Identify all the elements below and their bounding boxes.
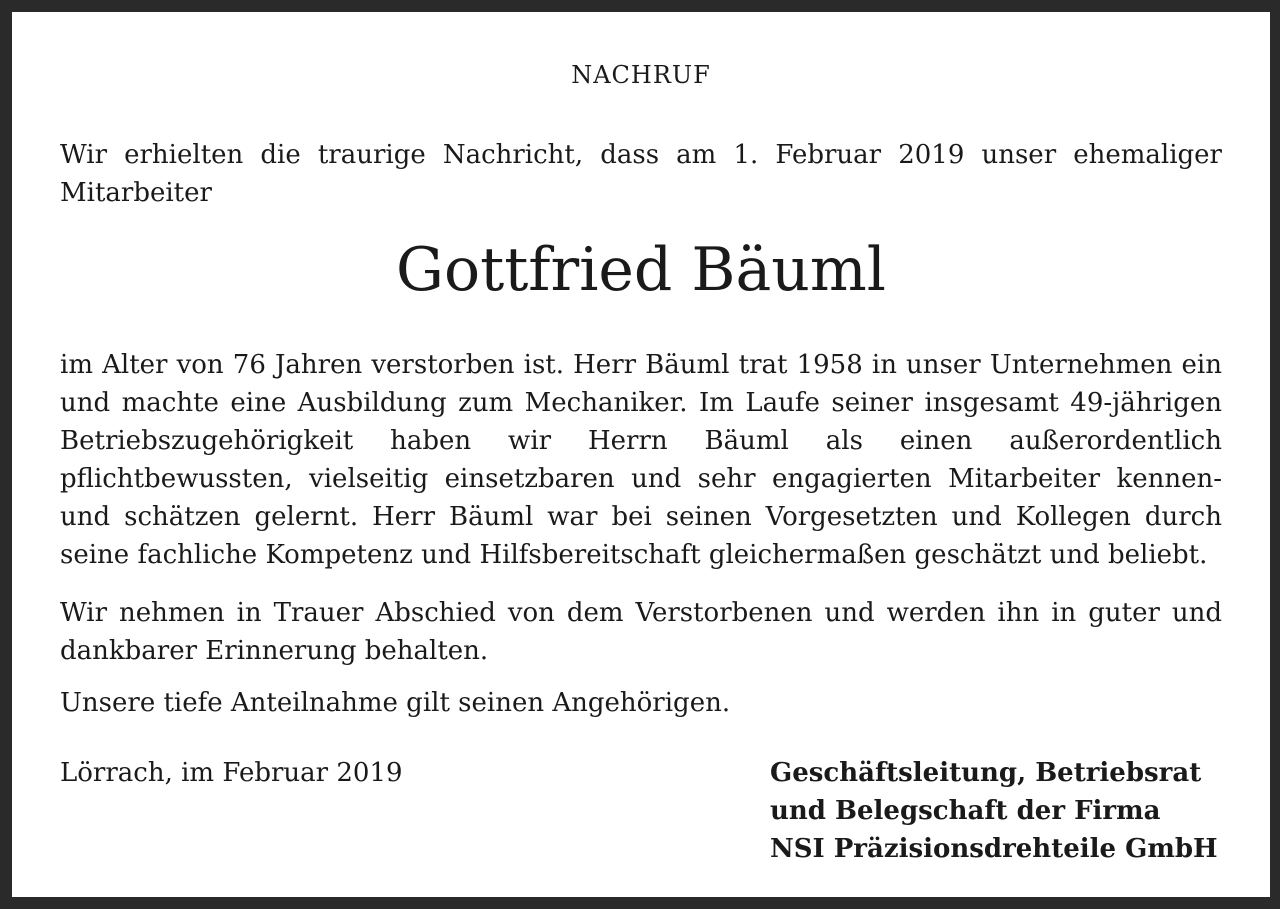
body-paragraph: im Alter von 76 Jahren verstorben ist. Herr Bäuml trat 1958 in unser Unternehmen ein und machte eine Ausbildung zum Mechaniker. Im Laufe seiner insgesamt 49-jährigen Betriebszugehörigkeit haben wir Herrn Bäuml als einen außerordentlich pflichtbewussten, vielseitig einsetzbaren und sehr engagierten Mitarbeiter kennen- und schätzen gelernt. Herr Bäuml war bei seinen Vorgesetzten und Kollegen durch seine fachliche Kompetenz und Hilfsbereitschaft gleichermaßen geschätzt und beliebt.: [60, 350, 1222, 570]
signature-line: NSI Präzisionsdrehteile GmbH: [770, 834, 1218, 864]
signature-block: [770, 754, 1218, 868]
condolence-paragraph: Unsere tiefe Anteilnahme gilt seinen Angehörigen.: [60, 688, 731, 718]
farewell-paragraph: Wir nehmen in Trauer Abschied von dem Verstorbenen und werden ihn in guter und dankbarer Erinnerung behalten.: [60, 598, 1222, 666]
intro-paragraph: Wir erhielten die traurige Nachricht, dass am 1. Februar 2019 unser ehemaliger Mitarbeiter: [60, 140, 1222, 208]
signature-line: und Belegschaft der Firma: [770, 796, 1161, 826]
deceased-name: Gottfried Bäuml: [396, 235, 886, 305]
place-date: Lörrach, im Februar 2019: [60, 758, 403, 788]
notice-heading: NACHRUF: [571, 61, 711, 89]
obituary-notice: [60, 12, 1222, 897]
signature-line: Geschäftsleitung, Betriebsrat: [770, 758, 1202, 788]
